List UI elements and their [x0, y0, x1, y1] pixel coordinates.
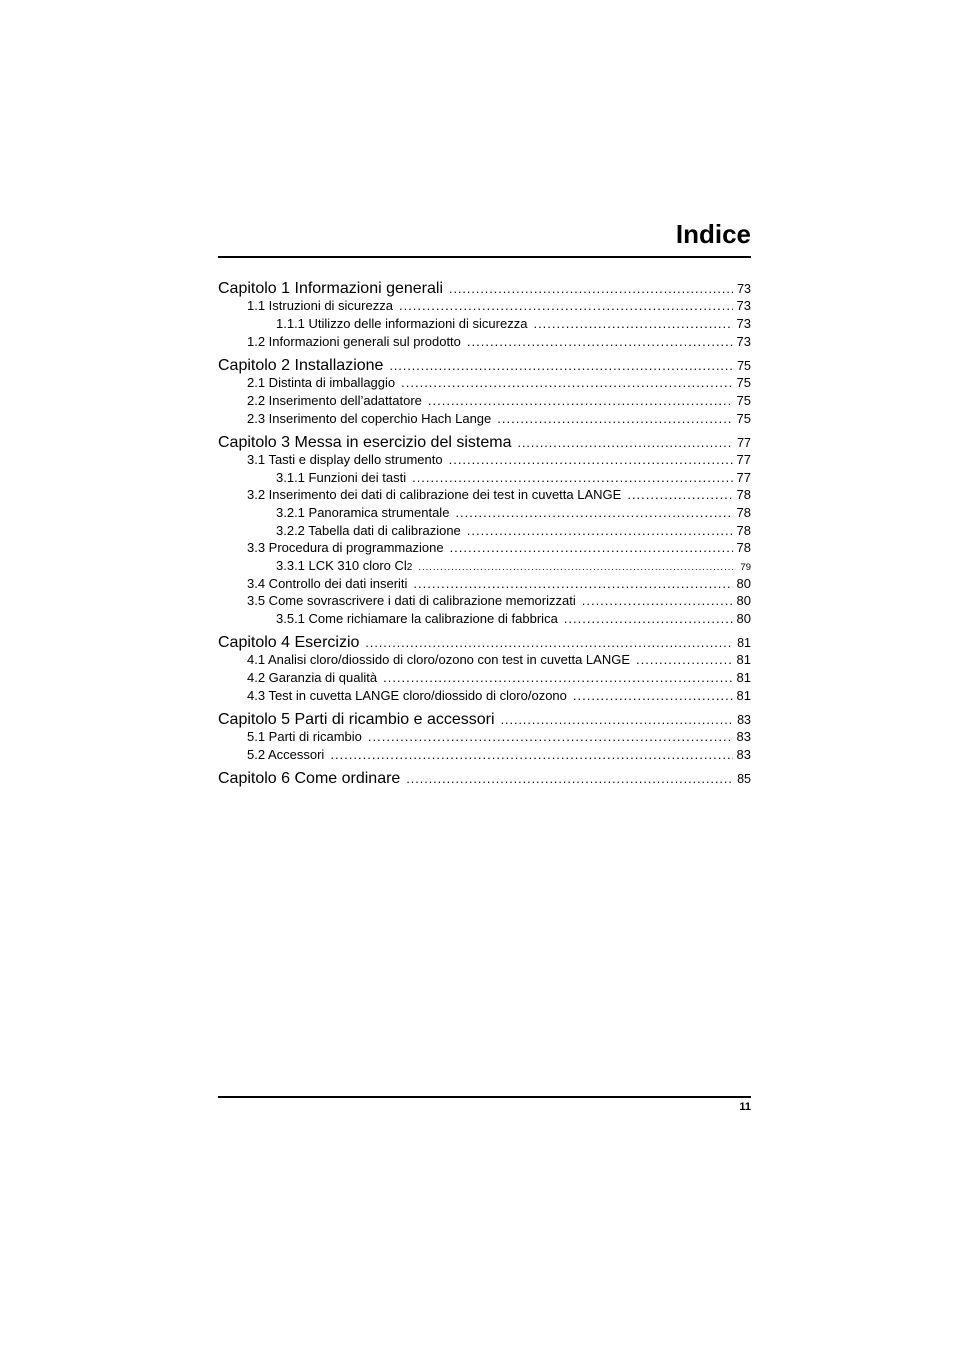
toc-entry-page: 77	[737, 436, 751, 450]
toc-entry-label: Capitolo 6 Come ordinare	[218, 770, 401, 787]
toc-entry-page: 73	[736, 298, 751, 313]
page-title: Indice	[675, 219, 751, 249]
dot-leader	[365, 633, 733, 653]
dot-leader	[517, 433, 733, 453]
toc-entry-label: 2.3 Inserimento del coperchio Hach Lange	[247, 411, 492, 426]
dot-leader	[412, 469, 732, 486]
toc-entry-page: 80	[736, 611, 751, 626]
toc-entry-page: 77	[736, 452, 751, 467]
footer-rule	[218, 1096, 751, 1098]
toc-entry-label: 1.1.1 Utilizzo delle informazioni di sicurezza	[276, 316, 528, 331]
toc-entry-page: 77	[736, 470, 751, 485]
dot-leader	[573, 687, 733, 704]
toc-entry-page: 80	[736, 593, 751, 608]
toc-section-entry[interactable]	[218, 575, 751, 592]
toc-entry-label: 5.1 Parti di ricambio	[247, 729, 362, 744]
toc-entry-label: 3.1 Tasti e display dello strumento	[247, 452, 443, 467]
dot-leader	[406, 769, 733, 789]
toc-section-entry[interactable]	[218, 451, 751, 468]
toc-subsection-entry[interactable]	[218, 315, 751, 332]
toc-entry-page: 78	[736, 487, 751, 502]
toc-entry-label: 4.2 Garanzia di qualità	[247, 670, 378, 685]
toc-section-entry[interactable]	[218, 669, 751, 686]
dot-leader	[582, 592, 733, 609]
toc-subsection-entry[interactable]	[218, 610, 751, 627]
dot-leader	[467, 333, 733, 350]
toc-section-entry[interactable]	[218, 374, 751, 391]
toc-entry-label: 1.1 Istruzioni di sicurezza	[247, 298, 393, 313]
dot-leader	[428, 392, 733, 409]
header-rule	[218, 256, 751, 258]
dot-leader	[413, 575, 732, 592]
toc-chapter-entry[interactable]	[218, 769, 751, 789]
toc-entry-page: 81	[736, 670, 751, 685]
toc-entry-label: Capitolo 5 Parti di ricambio e accessori	[218, 711, 495, 728]
toc-entry-label: 3.2.2 Tabella dati di calibrazione	[276, 523, 461, 538]
toc-chapter-entry[interactable]	[218, 710, 751, 730]
toc-entry-label: 2.2 Inserimento dell’adattatore	[247, 393, 422, 408]
toc-entry-label: 3.2 Inserimento dei dati di calibrazione dei test in cuvetta LANGE	[247, 487, 622, 502]
toc-entry-page: 75	[736, 375, 751, 390]
toc-entry-page: 85	[737, 772, 751, 786]
toc-section-entry[interactable]	[218, 728, 751, 745]
dot-leader	[449, 451, 733, 468]
toc-entry-page: 78	[736, 540, 751, 555]
toc-entry-subscript: 2	[406, 562, 413, 573]
toc-subsection-entry[interactable]	[218, 557, 751, 576]
dot-leader	[399, 297, 733, 314]
dot-leader	[418, 559, 736, 576]
toc-section-entry[interactable]	[218, 539, 751, 556]
dot-leader	[368, 728, 733, 745]
dot-leader	[450, 539, 733, 556]
toc-entry-page: 79	[740, 562, 751, 573]
toc-entry-label: Capitolo 2 Installazione	[218, 357, 384, 374]
dot-leader	[389, 356, 733, 376]
toc-section-entry[interactable]	[218, 651, 751, 668]
toc-entry-page: 81	[737, 636, 751, 650]
dot-leader	[533, 315, 732, 332]
toc-entry-page: 78	[736, 523, 751, 538]
dot-leader	[501, 710, 734, 730]
dot-leader	[564, 610, 733, 627]
toc-entry-label: 3.3.1 LCK 310 cloro Cl	[276, 558, 407, 573]
page-number: 11	[739, 1101, 751, 1113]
dot-leader	[383, 669, 732, 686]
dot-leader	[497, 410, 732, 427]
toc-section-entry[interactable]	[218, 486, 751, 503]
toc-subsection-entry[interactable]	[218, 522, 751, 539]
toc-entry-label: Capitolo 4 Esercizio	[218, 634, 360, 651]
toc-entry-label: 1.2 Informazioni generali sul prodotto	[247, 334, 461, 349]
toc-subsection-entry[interactable]	[218, 504, 751, 521]
toc-entry-label: 4.1 Analisi cloro/diossido di cloro/ozono con test in cuvetta LANGE	[247, 652, 630, 667]
dot-leader	[627, 486, 732, 503]
toc-entry-page: 81	[736, 688, 751, 703]
toc-entry-page: 75	[737, 359, 751, 373]
toc-chapter-entry[interactable]	[218, 356, 751, 376]
toc-section-entry[interactable]	[218, 746, 751, 763]
dot-leader	[401, 374, 732, 391]
toc-subsection-entry[interactable]	[218, 469, 751, 486]
toc-section-entry[interactable]	[218, 297, 751, 314]
toc-section-entry[interactable]	[218, 392, 751, 409]
dot-leader	[455, 504, 732, 521]
toc-entry-label: 3.1.1 Funzioni dei tasti	[276, 470, 407, 485]
dot-leader	[449, 279, 733, 299]
toc-entry-label: 2.1 Distinta di imballaggio	[247, 375, 396, 390]
toc-entry-page: 73	[737, 282, 751, 296]
toc-entry-page: 73	[736, 334, 751, 349]
toc-entry-label: 4.3 Test in cuvetta LANGE cloro/diossido di cloro/ozono	[247, 688, 567, 703]
toc-entry-label: 3.5.1 Come richiamare la calibrazione di fabbrica	[276, 611, 558, 626]
toc-chapter-entry[interactable]	[218, 633, 751, 653]
toc-section-entry[interactable]	[218, 687, 751, 704]
dot-leader	[636, 651, 733, 668]
toc-entry-page: 83	[736, 729, 751, 744]
toc-entry-label: Capitolo 1 Informazioni generali	[218, 280, 444, 297]
toc-entry-label: 5.2 Accessori	[247, 747, 325, 762]
toc-entry-label: 3.5 Come sovrascrivere i dati di calibrazione memorizzati	[247, 593, 576, 608]
toc-entry-page: 80	[736, 576, 751, 591]
dot-leader	[330, 746, 732, 763]
toc-entry-page: 75	[736, 411, 751, 426]
toc-chapter-entry[interactable]	[218, 433, 751, 453]
dot-leader	[467, 522, 733, 539]
toc-section-entry[interactable]	[218, 592, 751, 609]
toc-entry-page: 73	[736, 316, 751, 331]
toc-entry-page: 83	[736, 747, 751, 762]
toc-section-entry[interactable]	[218, 410, 751, 427]
toc-entry-page: 78	[736, 505, 751, 520]
toc-section-entry[interactable]	[218, 333, 751, 350]
toc-entry-label: Capitolo 3 Messa in esercizio del sistema	[218, 434, 512, 451]
toc-chapter-entry[interactable]	[218, 279, 751, 299]
toc-entry-page: 83	[737, 713, 751, 727]
toc-entry-label: 3.3 Procedura di programmazione	[247, 540, 444, 555]
toc-entry-page: 75	[736, 393, 751, 408]
toc-entry-page: 81	[736, 652, 751, 667]
toc-entry-label: 3.2.1 Panoramica strumentale	[276, 505, 450, 520]
toc-entry-label: 3.4 Controllo dei dati inseriti	[247, 576, 408, 591]
